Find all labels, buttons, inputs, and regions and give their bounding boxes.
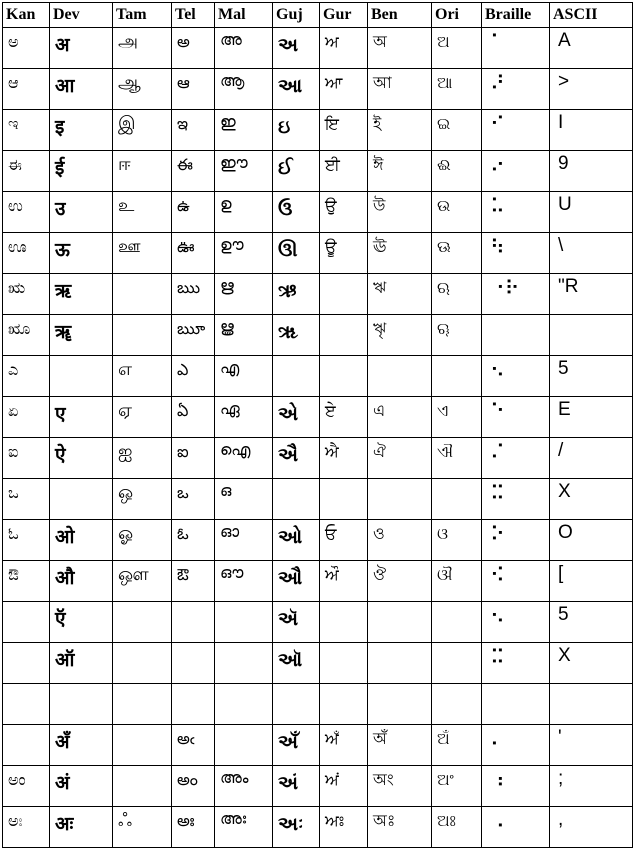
table-header-row [3, 3, 633, 28]
cell-gur: ਅਃ [320, 807, 368, 848]
cell-guj: ઊ [273, 233, 320, 274]
column-header-ascii: ASCII [550, 3, 633, 28]
cell-kan: ಅಂ [3, 766, 50, 807]
cell-ori: ଇ [432, 110, 482, 151]
cell-mal: ആ [215, 69, 273, 110]
table-row [3, 151, 633, 192]
cell-guj: ઍ [273, 602, 320, 643]
cell-kan: ಐ [3, 438, 50, 479]
cell-ori [432, 479, 482, 520]
table-row [3, 69, 633, 110]
cell-tel: అఁ [172, 725, 215, 766]
cell-ascii: X [550, 643, 633, 684]
cell-ben [368, 643, 432, 684]
cell-tel: ఎ [172, 356, 215, 397]
column-header-kan: Kan [3, 3, 50, 28]
cell-ori: ଏ [432, 397, 482, 438]
cell-kan: ಉ [3, 192, 50, 233]
cell-tel: ఏ [172, 397, 215, 438]
cell-guj: અઃ [273, 807, 320, 848]
cell-ori: ଅ [432, 28, 482, 69]
cell-mal: ഒ [215, 479, 273, 520]
cell-ben: ও [368, 520, 432, 561]
cell-ori [432, 356, 482, 397]
cell-kan: ಆ [3, 69, 50, 110]
cell-tam: உ [113, 192, 172, 233]
cell-gur [320, 684, 368, 725]
cell-kan [3, 725, 50, 766]
cell-braille [482, 684, 550, 725]
table-row [3, 684, 633, 725]
cell-braille: ⠠ [482, 807, 550, 848]
cell-tel: ఊ [172, 233, 215, 274]
cell-dev [50, 356, 113, 397]
cell-gur: ਔ [320, 561, 368, 602]
cell-ben: ৠ [368, 315, 432, 356]
cell-dev [50, 684, 113, 725]
cell-dev: ओ [50, 520, 113, 561]
cell-tam [113, 766, 172, 807]
cell-tam: ஈ [113, 151, 172, 192]
cell-dev: अं [50, 766, 113, 807]
cell-ascii: 5 [550, 356, 633, 397]
cell-kan: ಔ [3, 561, 50, 602]
cell-tam [113, 684, 172, 725]
cell-ascii: [ [550, 561, 633, 602]
cell-tam: ஏ [113, 397, 172, 438]
cell-guj: ઓ [273, 520, 320, 561]
cell-mal: എ [215, 356, 273, 397]
cell-gur: ਐ [320, 438, 368, 479]
cell-ben [368, 602, 432, 643]
cell-braille: ⠜ [482, 69, 550, 110]
cell-tel: ఒ [172, 479, 215, 520]
cell-ben: অং [368, 766, 432, 807]
cell-dev: ऑ [50, 643, 113, 684]
cell-braille: ⠁ [482, 28, 550, 69]
cell-kan: ಇ [3, 110, 50, 151]
column-header-tam: Tam [113, 3, 172, 28]
cell-guj: અં [273, 766, 320, 807]
cell-ben: ঐ [368, 438, 432, 479]
cell-mal: അ [215, 28, 273, 69]
table-row [3, 397, 633, 438]
cell-ori [432, 602, 482, 643]
cell-ascii: 9 [550, 151, 633, 192]
cell-braille: ⠐⠗ [482, 274, 550, 315]
cell-tel [172, 684, 215, 725]
cell-gur: ਏ [320, 397, 368, 438]
table-row [3, 561, 633, 602]
table-row [3, 766, 633, 807]
table-body [3, 28, 633, 848]
cell-ascii: / [550, 438, 633, 479]
cell-guj: અઁ [273, 725, 320, 766]
cell-ben: অঁ [368, 725, 432, 766]
cell-ben [368, 356, 432, 397]
cell-ori [432, 643, 482, 684]
cell-tam: ஆ [113, 69, 172, 110]
column-header-gur: Gur [320, 3, 368, 28]
cell-braille: ⠔ [482, 151, 550, 192]
cell-ascii: E [550, 397, 633, 438]
table-row [3, 479, 633, 520]
table-row [3, 274, 633, 315]
table-row [3, 438, 633, 479]
cell-ascii: A [550, 28, 633, 69]
cell-kan: ಅ [3, 28, 50, 69]
cell-kan: ಓ [3, 520, 50, 561]
cell-mal: ഈ [215, 151, 273, 192]
cell-kan: ಋ [3, 274, 50, 315]
cell-guj [273, 356, 320, 397]
script-comparison-table [2, 2, 633, 848]
cell-dev: ई [50, 151, 113, 192]
cell-gur [320, 643, 368, 684]
cell-ben: অঃ [368, 807, 432, 848]
cell-mal: ഐ [215, 438, 273, 479]
table-row [3, 356, 633, 397]
table-row [3, 807, 633, 848]
cell-ori: ଊ [432, 233, 482, 274]
cell-tel [172, 602, 215, 643]
cell-dev: अँ [50, 725, 113, 766]
cell-ascii: ; [550, 766, 633, 807]
cell-gur [320, 274, 368, 315]
table-row [3, 725, 633, 766]
cell-gur: ਇ [320, 110, 368, 151]
column-header-guj: Guj [273, 3, 320, 28]
column-header-braille: Braille [482, 3, 550, 28]
cell-ascii: ' [550, 725, 633, 766]
cell-kan: ೠ [3, 315, 50, 356]
cell-guj: એ [273, 397, 320, 438]
cell-gur: ਓ [320, 520, 368, 561]
cell-gur [320, 479, 368, 520]
cell-ascii: > [550, 69, 633, 110]
cell-tam [113, 274, 172, 315]
cell-gur [320, 356, 368, 397]
table-row [3, 110, 633, 151]
cell-gur: ਊ [320, 233, 368, 274]
cell-kan: ಏ [3, 397, 50, 438]
cell-ori: ଓ [432, 520, 482, 561]
cell-braille: ⠕ [482, 520, 550, 561]
cell-braille: ⠪ [482, 561, 550, 602]
cell-mal: ഉ [215, 192, 273, 233]
cell-ori: ଅଃ [432, 807, 482, 848]
cell-ori: ଅଁ [432, 725, 482, 766]
cell-mal [215, 602, 273, 643]
cell-kan [3, 602, 50, 643]
cell-braille: ⠭ [482, 479, 550, 520]
cell-dev: अ [50, 28, 113, 69]
cell-ascii: O [550, 520, 633, 561]
cell-dev: ऐ [50, 438, 113, 479]
cell-gur: ਆ [320, 69, 368, 110]
cell-braille: ⠰ [482, 766, 550, 807]
cell-braille: ⠢ [482, 356, 550, 397]
column-header-tel: Tel [172, 3, 215, 28]
column-header-ben: Ben [368, 3, 432, 28]
cell-braille: ⠌ [482, 438, 550, 479]
cell-guj: ઈ [273, 151, 320, 192]
cell-gur [320, 315, 368, 356]
cell-mal [215, 684, 273, 725]
cell-ascii: I [550, 110, 633, 151]
cell-tel: ఓ [172, 520, 215, 561]
cell-tam: இ [113, 110, 172, 151]
cell-mal: ഓ [215, 520, 273, 561]
cell-mal: ഔ [215, 561, 273, 602]
cell-mal: ൠ [215, 315, 273, 356]
cell-braille: ⠑ [482, 397, 550, 438]
cell-ori: ଋ [432, 274, 482, 315]
cell-ori: ଉ [432, 192, 482, 233]
cell-mal: ഏ [215, 397, 273, 438]
cell-tam: ஐ [113, 438, 172, 479]
cell-mal: അം [215, 766, 273, 807]
cell-mal: ഇ [215, 110, 273, 151]
cell-ben: ই [368, 110, 432, 151]
cell-ori: ଅଂ [432, 766, 482, 807]
cell-ben: ঋ [368, 274, 432, 315]
cell-ascii [550, 315, 633, 356]
cell-guj [273, 684, 320, 725]
cell-dev: ऊ [50, 233, 113, 274]
cell-braille: ⠄ [482, 725, 550, 766]
cell-kan: ಅಃ [3, 807, 50, 848]
cell-guj: ૠ [273, 315, 320, 356]
cell-ascii: X [550, 479, 633, 520]
cell-tel: ఔ [172, 561, 215, 602]
cell-ascii: 5 [550, 602, 633, 643]
cell-dev: इ [50, 110, 113, 151]
cell-tel: ఉ [172, 192, 215, 233]
cell-guj: ઔ [273, 561, 320, 602]
cell-mal [215, 643, 273, 684]
cell-ben: এ [368, 397, 432, 438]
cell-guj: આ [273, 69, 320, 110]
cell-mal: അഃ [215, 807, 273, 848]
cell-ben: উ [368, 192, 432, 233]
cell-braille: ⠳ [482, 233, 550, 274]
cell-ori: ଈ [432, 151, 482, 192]
cell-tel: ఋ [172, 274, 215, 315]
cell-tam: எ [113, 356, 172, 397]
table-row [3, 233, 633, 274]
cell-dev: ऋ [50, 274, 113, 315]
cell-ascii: "R [550, 274, 633, 315]
cell-guj: ઐ [273, 438, 320, 479]
cell-kan: ಒ [3, 479, 50, 520]
cell-tel: అం [172, 766, 215, 807]
cell-guj: અ [273, 28, 320, 69]
cell-kan: ಈ [3, 151, 50, 192]
table-row [3, 520, 633, 561]
cell-gur [320, 602, 368, 643]
cell-dev [50, 479, 113, 520]
cell-tam: ஊ [113, 233, 172, 274]
cell-gur: ਅਁ [320, 725, 368, 766]
cell-guj [273, 479, 320, 520]
cell-ori: ଆ [432, 69, 482, 110]
cell-ben: আ [368, 69, 432, 110]
cell-braille: ⠥ [482, 192, 550, 233]
cell-dev: उ [50, 192, 113, 233]
cell-tam: ஔ [113, 561, 172, 602]
cell-mal: ഊ [215, 233, 273, 274]
cell-ascii: \ [550, 233, 633, 274]
cell-ori: ୠ [432, 315, 482, 356]
cell-ori: ଐ [432, 438, 482, 479]
cell-tam: ஃ [113, 807, 172, 848]
cell-tam: ஓ [113, 520, 172, 561]
cell-guj: ઉ [273, 192, 320, 233]
cell-ben: ঊ [368, 233, 432, 274]
cell-dev: आ [50, 69, 113, 110]
table-row [3, 192, 633, 233]
column-header-dev: Dev [50, 3, 113, 28]
cell-gur: ਉ [320, 192, 368, 233]
cell-tel: ఆ [172, 69, 215, 110]
cell-kan: ಊ [3, 233, 50, 274]
cell-tel: అ [172, 28, 215, 69]
cell-dev: औ [50, 561, 113, 602]
cell-tam [113, 643, 172, 684]
cell-dev: ऍ [50, 602, 113, 643]
cell-gur: ਅਂ [320, 766, 368, 807]
cell-kan [3, 684, 50, 725]
cell-dev: अः [50, 807, 113, 848]
cell-braille: ⠊ [482, 110, 550, 151]
table-row [3, 315, 633, 356]
cell-gur: ਅ [320, 28, 368, 69]
cell-ori: ଔ [432, 561, 482, 602]
cell-tel: ౠ [172, 315, 215, 356]
cell-kan [3, 643, 50, 684]
cell-ben [368, 479, 432, 520]
cell-tam [113, 315, 172, 356]
table-row [3, 28, 633, 69]
cell-tam: ஒ [113, 479, 172, 520]
table-row [3, 643, 633, 684]
cell-mal [215, 725, 273, 766]
cell-tam: அ [113, 28, 172, 69]
cell-ben: অ [368, 28, 432, 69]
cell-guj: ઋ [273, 274, 320, 315]
cell-tel: ఐ [172, 438, 215, 479]
cell-guj: ઇ [273, 110, 320, 151]
column-header-ori: Ori [432, 3, 482, 28]
cell-dev: ॠ [50, 315, 113, 356]
cell-tam [113, 602, 172, 643]
cell-guj: ઑ [273, 643, 320, 684]
cell-braille: ⠭ [482, 643, 550, 684]
cell-braille: ⠢ [482, 602, 550, 643]
table-row [3, 602, 633, 643]
cell-tel: ఇ [172, 110, 215, 151]
cell-dev: ए [50, 397, 113, 438]
cell-tel: ఈ [172, 151, 215, 192]
cell-ascii: , [550, 807, 633, 848]
cell-ascii [550, 684, 633, 725]
cell-ben [368, 684, 432, 725]
cell-braille [482, 315, 550, 356]
column-header-mal: Mal [215, 3, 273, 28]
cell-ascii: U [550, 192, 633, 233]
cell-kan: ಎ [3, 356, 50, 397]
cell-tam [113, 725, 172, 766]
cell-ben: ঈ [368, 151, 432, 192]
cell-tel: అః [172, 807, 215, 848]
cell-ben: ঔ [368, 561, 432, 602]
cell-ori [432, 684, 482, 725]
cell-mal: ഋ [215, 274, 273, 315]
cell-gur: ਈ [320, 151, 368, 192]
cell-tel [172, 643, 215, 684]
